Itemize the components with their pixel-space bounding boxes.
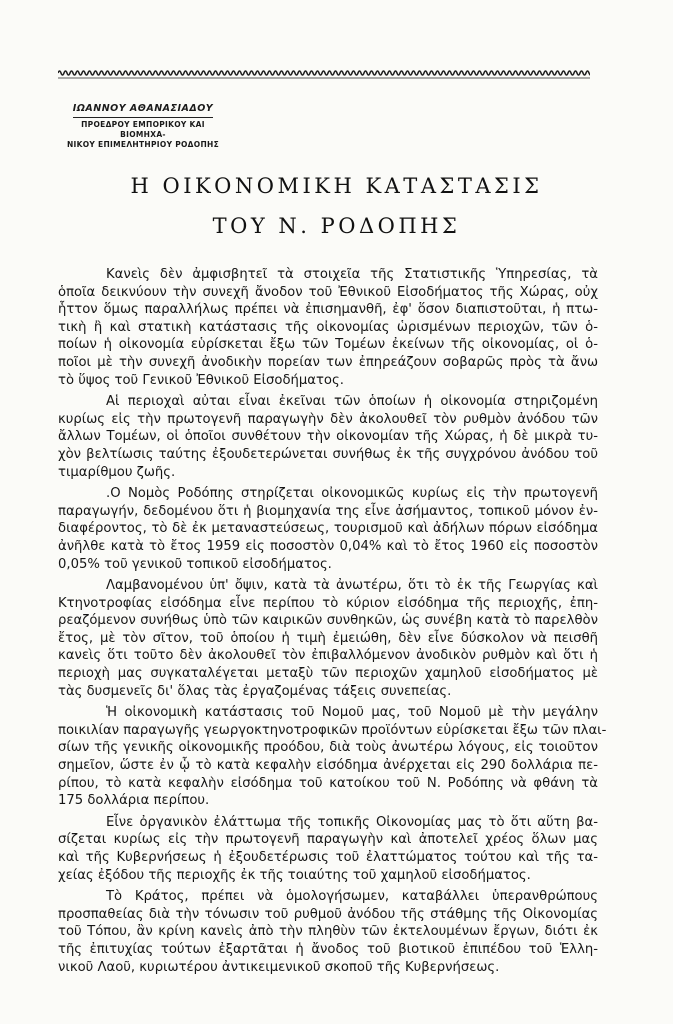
paragraph-line: σίζεται κυρίως εἰς τὴν πρωτογενῆ παραγωγὴν καὶ ἀποτελεῖ χρέος ὅλων μας <box>58 832 598 848</box>
article-body <box>58 266 607 980</box>
paragraph-line: Αἱ περιοχαὶ αὐται εἶναι ἐκεῖναι τῶν ὁποίων ἡ οἰκονομία στηριζομένη <box>106 394 598 410</box>
paragraph-line: Κτηνοτροφίας εἰσόδημα εἶνε περίπου τὸ κύριον εἰσόδημα τῆς περιοχῆς, ἐπη- <box>58 595 598 611</box>
paragraph-line: Κανεὶς δὲν ἀμφισβητεῖ τὰ στοιχεῖα τῆς Στατιστικῆς Ὑπηρεσίας, τὰ <box>106 267 598 282</box>
article-title-line-1: Η ΟΙΚΟΝΟΜΙΚΗ ΚΑΤΑΣΤΑΣΙΣ <box>130 174 543 198</box>
paragraph-line: ποῖοι μὲ τὴν συνεχῆ ἀνοδικὴν πορείαν των ἐπηρεάζουν σοβαρῶς πρὸς τὰ ἄνω <box>58 354 598 370</box>
paragraph-line: χὸν βελτίωσις ταύτης ἐξουδετερώνεται συνήθως ἐκ τῆς συγχρόνου ἀνόδου τοῦ <box>58 446 598 462</box>
paragraph-line: 0,05% τοῦ γενικοῦ τοπικοῦ εἰσοδήματος. <box>58 556 332 572</box>
paragraph-line: τικὴ ἢ καὶ στατικὴ κατάστασις τῆς οἰκονομίας ὡρισμένων περιοχῶν, τῶν ὁ- <box>58 319 598 335</box>
paragraph-line: παραγωγήν, δεδομένου ὅτι ἡ βιομηχανία της εἶνε ἀσήμαντος, τοπικοῦ μόνον ἐν- <box>58 503 598 519</box>
paragraph-line: τὸ ὕψος τοῦ Γενικοῦ Ἐθνικοῦ Εἰσοδήματος. <box>58 372 344 388</box>
paragraph-line: ρεαζόμενον συνήθως ὑπὸ τῶν καιρικῶν συνθηκῶν, ὡς συνέβη κατὰ τὸ παρελθὸν <box>58 613 598 629</box>
paragraph-line: νικοῦ Λαοῦ, κυριωτέρου ἀντικειμενικοῦ σκοποῦ τῆς Κυβερνήσεως. <box>58 959 500 975</box>
paragraph-line: 175 δολλάρια περίπου. <box>58 793 210 809</box>
paragraph-line: καὶ τῆς Κυβερνήσεως ἡ ἐξουδετέρωσις τοῦ ἐλαττώματος τούτου καὶ τῆς τα- <box>58 850 598 865</box>
paragraph-line: σημεῖον, ὥστε ἐν ᾧ τὸ κατὰ κεφαλὴν εἰσόδημα ἀνέρχεται εἰς 290 δολλάρια πε- <box>58 758 598 774</box>
paragraph-line: τιμαρίθμου ζωῆς. <box>58 464 176 480</box>
paragraph-line: ποίων ἡ οἰκονομία εὑρίσκεται ἔξω τῶν Τομέων ἐκείνων τῆς οἰκονομίας, οἱ ὁ- <box>58 337 598 353</box>
paragraph-line: χείας ἐξόδου τῆς περιοχῆς ἐκ τῆς τοιαύτης τοῦ χαμηλοῦ εἰσοδήματος. <box>58 867 531 883</box>
paragraph-line: τὰς δυσμενεῖς δι' ὅλας τὰς ἐργαζομένας τάξεις συνεπείας. <box>58 683 452 699</box>
paragraph <box>58 704 607 810</box>
paragraph <box>58 393 598 481</box>
paragraph-line: κανεὶς ὅτι τοῦτο δὲν ἀκολουθεῖ τὸν ἐπιβαλλόμενον ἀνοδικὸν ρυθμὸν καὶ ὅτι ἡ <box>58 648 598 664</box>
paragraph-line: ἀνῆλθε κατὰ τὸ ἔτος 1959 εἰς ποσοστὸν 0,04% καὶ τὸ ἔτος 1960 εἰς ποσοστὸν <box>58 538 598 554</box>
author-name: ΙΩΑΝΝΟΥ ΑΘΑΝΑΣΙΑΔΟΥ <box>73 103 213 118</box>
paragraph-line: προσπαθείας διὰ τὴν τόνωσιν τοῦ ρυθμοῦ ἀνόδου τῆς στάθμης τῆς Οἰκονομίας <box>58 906 598 922</box>
paragraph-line: ὁποῖα δεικνύουν τὴν συνεχῆ ἄνοδον τοῦ Ἐθνικοῦ Εἰσοδήματος τῆς Χώρας, οὐχ <box>58 284 598 300</box>
paragraph-line: ρίπου, τὸ κατὰ κεφαλὴν εἰσόδημα τοῦ κατοίκου τοῦ Ν. Ροδόπης νὰ φθάνη τὰ <box>58 775 598 791</box>
paragraph-line: Ἡ οἰκονομικὴ κατάστασις τοῦ Νομοῦ μας, τοῦ Νομοῦ μὲ τὴν μεγάλην <box>106 705 598 721</box>
paragraph <box>58 814 598 884</box>
paragraph <box>58 485 598 573</box>
paragraph <box>58 266 598 389</box>
paragraph-line: Εἶνε ὀργανικὸν ἐλάττωμα τῆς τοπικῆς Οἰκονομίας μας τὸ ὅτι αὕτη βα- <box>106 814 598 830</box>
paragraph-line: σίων τῆς γενικῆς οἰκονομικῆς προόδου, διὰ τοὺς ἀνωτέρω λόγους, εἰς τοιοῦτον <box>58 740 598 756</box>
paragraph-line: ποικιλίαν παραγωγῆς γεωργοκτηνοτροφικῶν προϊόντων εὑρίσκεται ἔξω τῶν πλαι- <box>58 722 607 738</box>
paragraph-line: ἧττον ὅμως παραλλήλως πρέπει νὰ ἐπισημανθῆ, ἐφ' ὅσον διαπιστοῦται, ἡ πτω- <box>58 302 598 318</box>
paragraph-line: περιοχὴ μας συγκαταλέγεται μεταξὺ τῶν περιοχῶν χαμηλοῦ εἰσοδήματος μὲ <box>58 666 598 682</box>
paragraph <box>58 888 598 976</box>
author-block <box>58 96 228 150</box>
paragraph-line: τοῦ Τόπου, ἂν κρίνη κανεὶς ἀπὸ τὴν πληθὺν τῶν ἐκτελουμένων ἔργων, διότι ἐκ <box>58 924 598 940</box>
paragraph-line: τῆς ἐπιτυχίας τούτων ἐξαρτᾶται ἡ ἄνοδος τοῦ βιοτικοῦ ἐπιπέδου τοῦ Ἑλλη- <box>58 941 598 957</box>
author-role: ΠΡΟΕΔΡΟΥ ΕΜΠΟΡΙΚΟΥ ΚΑΙ ΒΙΟΜΗΧΑ- ΝΙΚΟΥ ΕΠΙΜΕΛΗΤΗΡΙΟΥ ΡΟΔΟΠΗΣ <box>66 120 220 149</box>
paragraph <box>58 577 598 700</box>
paragraph-line: ἔτος, μὲ τὸν σῖτον, τοῦ ὁποίου ἡ τιμὴ ἐμειώθη, δὲν εἶνε δύσκολον νὰ πεισθῆ <box>58 630 598 646</box>
decorative-wavy-rule <box>58 68 590 80</box>
paragraph-line: .Ο Νομὸς Ροδόπης στηρίζεται οἰκονομικῶς κυρίως εἰς τὴν πρωτογενῆ <box>106 486 598 502</box>
paragraph-line: διαφέροντος, τὸ δὲ ἐκ μεταναστεύσεως, τουρισμοῦ καὶ ἀδήλων πόρων εἰσόδημα <box>58 521 598 537</box>
paragraph-line: Τὸ Κράτος, πρέπει νὰ ὁμολογήσωμεν, καταβάλλει ὑπερανθρώπους <box>106 889 598 905</box>
paragraph-line: κυρίως εἰς τὴν πρωτογενῆ παραγωγὴν δὲν ἀκολουθεῖ τὸν ρυθμὸν ἀνόδου τῶν <box>58 411 598 427</box>
article-title-line-2: ΤΟΥ Ν. ΡΟΔΟΠΗΣ <box>212 214 461 238</box>
paragraph-line: ἄλλων Τομέων, οἱ ὁποῖοι συνθέτουν τὴν οἰκονομίαν τῆς Χώρας, ἡ δὲ μικρὰ τυ- <box>58 429 598 445</box>
paragraph-line: Λαμβανομένου ὑπ' ὄψιν, κατὰ τὰ ἀνωτέρω, ὅτι τὸ ἐκ τῆς Γεωργίας καὶ <box>106 578 598 594</box>
